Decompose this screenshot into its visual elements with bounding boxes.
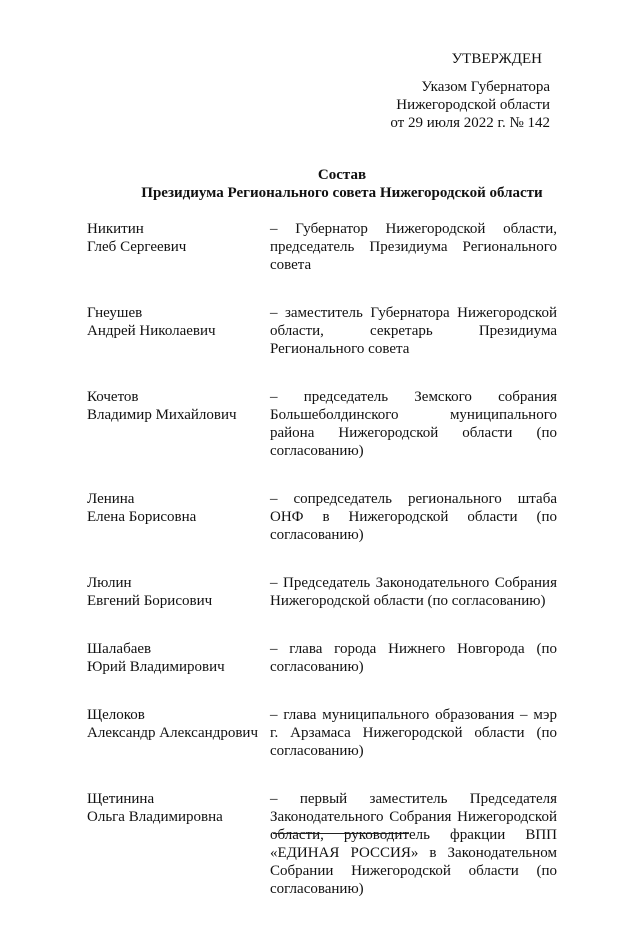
member-entry: [87, 388, 557, 460]
member-name: [87, 574, 270, 610]
member-name: [87, 706, 270, 760]
document-subtitle: Президиума Регионального совета Нижегородской области: [141, 185, 543, 201]
member-given-name: Глеб Сергеевич: [87, 239, 187, 255]
document-heading: [0, 166, 640, 202]
member-entry: [87, 640, 557, 676]
member-given-name: Юрий Владимирович: [87, 659, 225, 675]
member-surname: Кочетов: [87, 389, 139, 405]
member-name: [87, 220, 270, 274]
member-surname: Никитин: [87, 221, 144, 237]
member-given-name: Ольга Владимировна: [87, 809, 223, 825]
member-entry: [87, 790, 557, 898]
member-role: – сопредседатель регионального штаба ОНФ в Нижегородской области (по согласованию): [270, 491, 557, 543]
member-name: [87, 490, 270, 544]
member-entry: [87, 706, 557, 760]
approval-stamp-text: УТВЕРЖДЕН: [451, 51, 542, 67]
member-given-name: Владимир Михайлович: [87, 407, 237, 423]
closing-separator-line: [273, 833, 409, 834]
member-name: [87, 640, 270, 676]
member-name: [87, 304, 270, 358]
member-role: – Председатель Законодательного Собрания Нижегородской области (по согласованию): [270, 575, 557, 609]
member-entry: [87, 220, 557, 274]
member-role: – глава города Нижнего Новгорода (по согласованию): [270, 641, 557, 675]
member-name: [87, 790, 270, 898]
member-role: – глава муниципального образования – мэр г. Арзамаса Нижегородской области (по согласованию): [270, 707, 557, 759]
member-role: – первый заместитель Председателя Законодательного Собрания Нижегородской области, руководитель фракции ВПП «ЕДИНАЯ РОССИЯ» в Законодательном Собрании Нижегородской области (по согласованию): [270, 791, 557, 897]
member-given-name: Евгений Борисович: [87, 593, 213, 609]
member-surname: Ленина: [87, 491, 135, 507]
member-entry: [87, 304, 557, 358]
member-surname: Шалабаев: [87, 641, 152, 657]
member-surname: Люлин: [87, 575, 132, 591]
document-title: Состав: [317, 167, 367, 183]
member-role: – заместитель Губернатора Нижегородской области, секретарь Президиума Регионального совета: [270, 305, 557, 357]
member-name: [87, 388, 270, 460]
member-surname: Щелоков: [87, 707, 145, 723]
approval-date-line: от 29 июля 2022 г. № 142: [390, 115, 550, 131]
member-surname: Гнеушев: [87, 305, 143, 321]
member-surname: Щетинина: [87, 791, 155, 807]
members-list: [87, 220, 557, 928]
approval-decree-line: Указом Губернатора: [421, 79, 550, 95]
member-given-name: Елена Борисовна: [87, 509, 197, 525]
member-entry: [87, 490, 557, 544]
member-role: – Губернатор Нижегородской области, председатель Президиума Регионального совета: [270, 221, 557, 273]
approval-region-line: Нижегородской области: [396, 97, 550, 113]
member-entry: [87, 574, 557, 610]
member-role: – председатель Земского собрания Большеболдинского муниципального района Нижегородской области (по согласованию): [270, 389, 557, 459]
member-given-name: Андрей Николаевич: [87, 323, 216, 339]
member-given-name: Александр Александрович: [87, 725, 258, 741]
approval-block: [385, 50, 550, 132]
